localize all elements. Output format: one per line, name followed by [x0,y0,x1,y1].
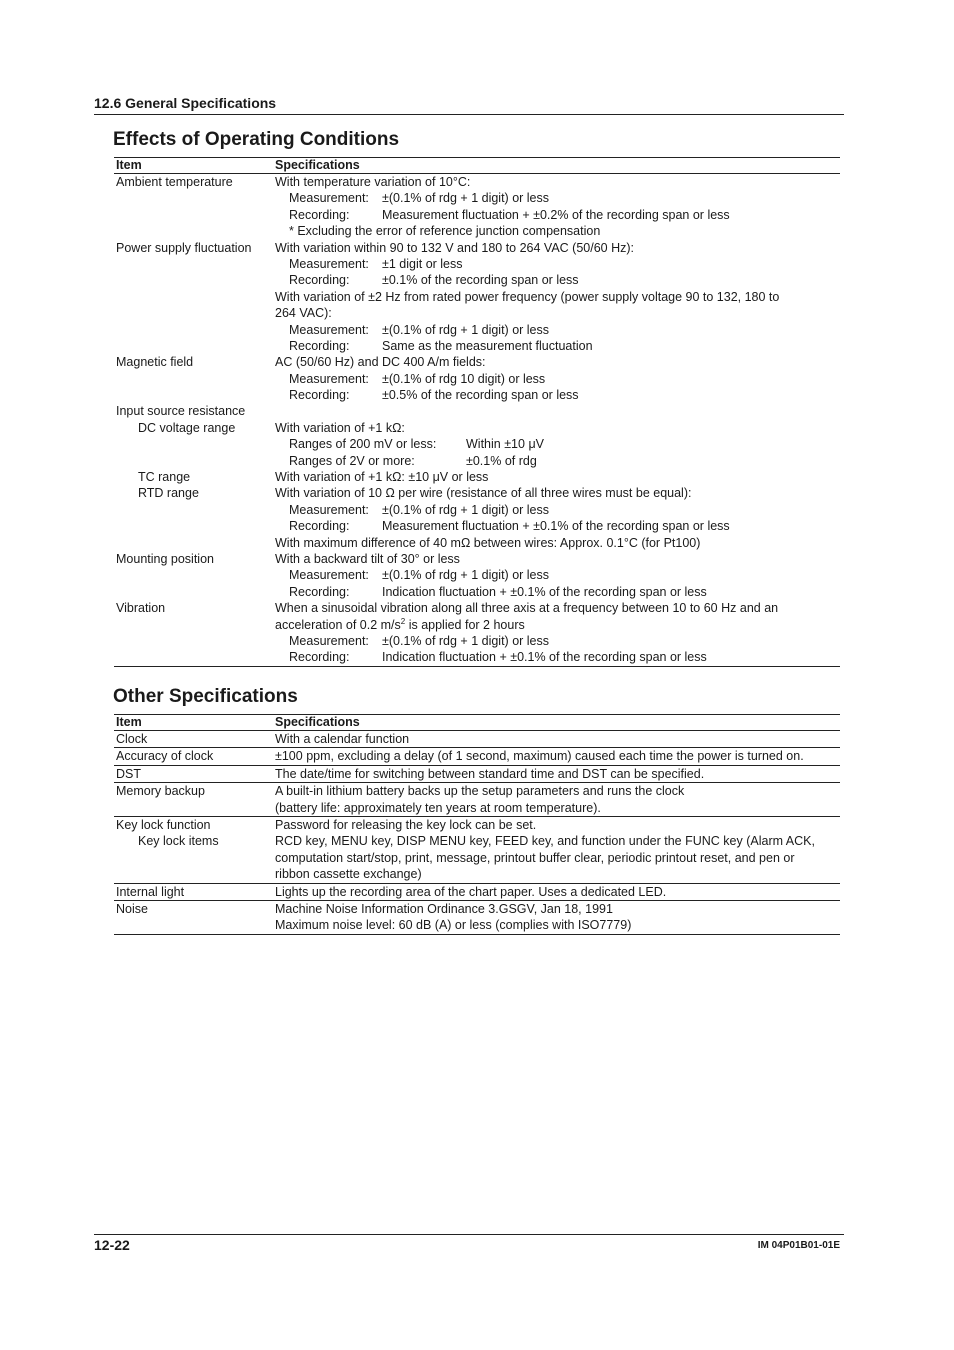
spec-text: ribbon cassette exchange) [275,867,422,882]
spec-line [114,240,840,256]
footer-rule [94,1234,844,1235]
spec-sub-label: Measurement: [289,322,369,337]
spec-line [114,817,840,833]
spec-sub-label: Recording: [289,388,350,403]
spec-line [114,917,840,933]
spec-value: Within ±10 μV [466,437,544,452]
spec-value: ±0.1% of the recording span or less [382,273,579,288]
spec-line [114,766,840,782]
spec-line [114,901,840,917]
spec-text: With maximum difference of 40 mΩ between wires: Approx. 0.1°C (for Pt100) [275,535,701,550]
spec-line [114,884,840,900]
spec-line [114,453,840,469]
spec-text: AC (50/60 Hz) and DC 400 A/m fields: [275,355,486,370]
item-label: Magnetic field [116,355,194,370]
spec-sub-label: Measurement: [289,191,369,206]
spec-line [114,305,840,321]
item-label: Mounting position [116,551,214,566]
spec-text-part: is applied for 2 hours [405,617,525,632]
spec-text: With variation of ±2 Hz from rated power frequency (power supply voltage 90 to 132, 180 to [275,289,780,304]
spec-value: ±(0.1% of rdg 10 digit) or less [382,371,546,386]
col-item-header: Item [116,715,142,729]
spec-value: ±(0.1% of rdg + 1 digit) or less [382,633,550,648]
spec-sub-label: Measurement: [289,371,369,386]
spec-line [114,783,840,799]
spec-sub-label: Measurement: [289,502,369,517]
spec-value: ±(0.1% of rdg + 1 digit) or less [382,502,550,517]
table-row [114,765,840,782]
spec-sub-label: Measurement: [289,256,369,271]
spec-line [114,535,840,551]
item-label: Clock [116,732,148,746]
item-label: Power supply fluctuation [116,240,252,255]
spec-line [114,731,840,747]
spec-text: With variation of +1 kΩ: ±10 μV or less [275,470,489,485]
other-specifications-table [114,714,840,935]
sub-item-label: TC range [138,470,191,485]
spec-line [114,436,840,452]
spec-value: ±(0.1% of rdg + 1 digit) or less [382,191,550,206]
header-rule [94,114,844,115]
spec-value: ±(0.1% of rdg + 1 digit) or less [382,568,550,583]
spec-line [114,469,840,485]
spec-value: ±1 digit or less [382,256,463,271]
spec-line [114,833,840,849]
item-label: DST [116,766,141,781]
spec-text: A built-in lithium battery backs up the setup parameters and runs the clock [275,784,685,799]
sub-item-label: Key lock items [138,834,219,849]
table-body [114,174,840,666]
spec-line [114,518,840,534]
document-id: IM 04P01B01-01E [757,1240,840,1251]
spec-sub-label: Recording: [289,650,350,665]
spec-line [114,387,840,403]
spec-line [114,850,840,866]
spec-line [114,800,840,816]
spec-text: When a sinusoidal vibration along all three axis at a frequency between 10 to 60 Hz and an [275,601,779,616]
spec-line [114,748,840,764]
spec-line [114,272,840,288]
spec-line [114,207,840,223]
spec-text: ±100 ppm, excluding a delay (of 1 second, maximum) caused each time the power is turned on. [275,749,804,764]
spec-line [114,420,840,436]
spec-value: Indication fluctuation + ±0.1% of the recording span or less [382,650,707,665]
spec-line [114,649,840,665]
spec-line [114,866,840,882]
spec-value: ±0.1% of rdg [466,453,537,468]
spec-value: ±(0.1% of rdg + 1 digit) or less [382,322,550,337]
col-item-header: Item [116,158,142,172]
spec-text: computation start/stop, print, message, printout buffer clear, periodic printout reset, and pen or [275,850,795,865]
spec-text: Password for releasing the key lock can be set. [275,817,537,832]
spec-sub-label: Measurement: [289,633,369,648]
spec-text: Lights up the recording area of the chart paper. Uses a dedicated LED. [275,884,667,899]
spec-line [114,633,840,649]
spec-line [114,322,840,338]
table-row [114,883,840,900]
section-header: 12.6 General Specifications [94,95,277,111]
col-spec-header: Specifications [275,715,360,729]
spec-sub-label: Recording: [289,584,350,599]
table-header [114,714,840,731]
spec-sub-label: Recording: [289,273,350,288]
spec-text: With temperature variation of 10°C: [275,175,471,189]
spec-line [114,338,840,354]
spec-line [114,371,840,387]
spec-line [114,502,840,518]
table-body [114,731,840,934]
page-number: 12-22 [94,1237,130,1253]
spec-line [114,190,840,206]
item-label: Vibration [116,601,166,616]
spec-line [114,289,840,305]
spec-line [114,223,840,239]
spec-line [114,354,840,370]
spec-line [114,174,840,190]
spec-text: With a backward tilt of 30° or less [275,551,460,566]
spec-value: Indication fluctuation + ±0.1% of the recording span or less [382,584,707,599]
spec-line [114,403,840,419]
other-specifications-title: Other Specifications [113,686,298,707]
operating-conditions-title: Effects of Operating Conditions [113,129,400,150]
table-row [114,900,840,934]
item-label: Noise [116,901,148,916]
spec-line [114,485,840,501]
spec-line [114,567,840,583]
spec-value: Measurement fluctuation + ±0.1% of the recording span or less [382,519,730,534]
spec-text-part: acceleration of 0.2 m/s [275,617,401,632]
spec-text: With variation of 10 Ω per wire (resistance of all three wires must be equal): [275,486,692,501]
superscript: 2 [400,616,406,626]
table-row [114,747,840,764]
spec-text: (battery life: approximately ten years at room temperature). [275,800,601,815]
sub-item-label: DC voltage range [138,420,236,435]
spec-text: With variation of +1 kΩ: [275,420,405,435]
item-label: Memory backup [116,784,205,799]
table-row [114,782,840,816]
spec-sub-label: Ranges of 200 mV or less: [289,437,437,452]
spec-sub-label: Recording: [289,207,350,222]
spec-value: Same as the measurement fluctuation [382,338,593,353]
spec-text: With variation within 90 to 132 V and 180 to 264 VAC (50/60 Hz): [275,240,634,255]
spec-sub-label: Measurement: [289,568,369,583]
col-spec-header: Specifications [275,158,360,172]
spec-text: The date/time for switching between standard time and DST can be specified. [275,766,705,781]
spec-line [114,600,840,616]
table-row [114,816,840,883]
table-header [114,157,840,174]
spec-line [114,551,840,567]
spec-text: Maximum noise level: 60 dB (A) or less (complies with ISO7779) [275,918,632,933]
spec-text [275,617,525,633]
spec-text: RCD key, MENU key, DISP MENU key, FEED key, and function under the FUNC key (Alarm ACK, [275,834,815,849]
item-label: Key lock function [116,817,211,832]
spec-sub-label: Ranges of 2V or more: [289,453,415,468]
item-label: Internal light [116,884,185,899]
spec-line [114,617,840,633]
spec-value: ±0.5% of the recording span or less [382,388,579,403]
spec-text: 264 VAC): [275,306,332,321]
spec-text: Machine Noise Information Ordinance 3.GSGV, Jan 18, 1991 [275,901,613,916]
spec-line [114,256,840,272]
spec-line [114,584,840,600]
spec-sub-label: Recording: [289,519,350,534]
item-label: Input source resistance [116,404,246,419]
table-row [114,731,840,747]
sub-item-label: RTD range [138,486,199,501]
spec-text: With a calendar function [275,732,410,746]
item-label: Accuracy of clock [116,749,214,764]
spec-sub-label: Recording: [289,338,350,353]
operating-conditions-table [114,157,840,667]
spec-value: Measurement fluctuation + ±0.2% of the recording span or less [382,207,730,222]
spec-note: * Excluding the error of reference junction compensation [289,224,601,239]
item-label: Ambient temperature [116,175,233,189]
